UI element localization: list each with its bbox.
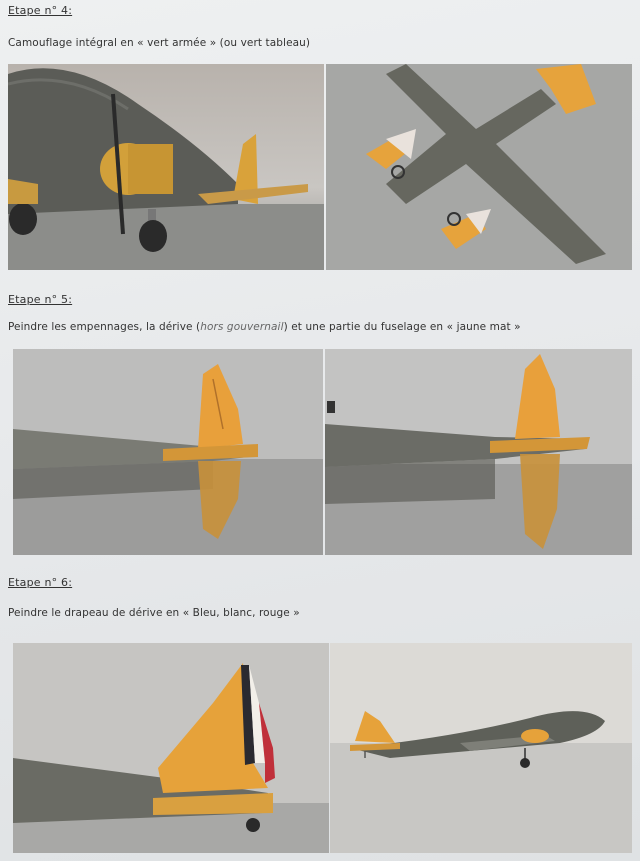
step-5-heading: Etape n° 5: (8, 293, 73, 306)
step-6-photo-full-aircraft (330, 643, 632, 853)
step-6-instruction: Peindre le drapeau de dérive en « Bleu, blanc, rouge » (8, 607, 300, 619)
step-5-photo-tail-right (325, 349, 632, 555)
step-6-heading: Etape n° 6: (8, 576, 73, 589)
step-5-instruction-text-2: ) et une partie du fuselage en « jaune mat » (283, 321, 521, 333)
step-6-photo-tail-flag (13, 643, 329, 853)
step-5-instruction-italic: hors gouvernail (200, 321, 284, 333)
step-4-photo-aircraft-front (8, 64, 324, 270)
step-5-instruction (8, 321, 521, 333)
step-4-photo-wing-parts (326, 64, 632, 270)
step-5-photo-tail-left (13, 349, 323, 555)
step-4-heading: Etape n° 4: (8, 4, 73, 17)
step-4-instruction: Camouflage intégral en « vert armée » (ou vert tableau) (8, 37, 311, 49)
step-5-instruction-text-1: Peindre les empennages, la dérive ( (8, 321, 201, 333)
